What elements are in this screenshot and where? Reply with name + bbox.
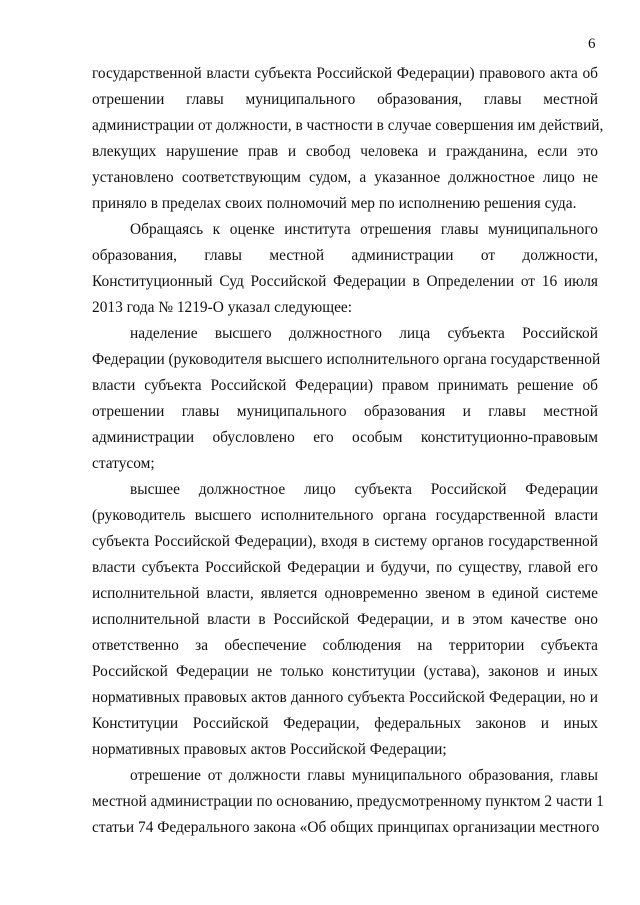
text-line: (руководитель высшего исполнительного органа государственной власти — [92, 507, 598, 524]
text-line: власти субъекта Российской Федерации) правом принимать решение об — [92, 377, 598, 394]
text-line: высшее должностное лицо субъекта Российской Федерации — [130, 481, 598, 498]
text-line: Обращаясь к оценке института отрешения главы муниципального — [130, 221, 598, 238]
text-line: влекущих нарушение прав и свобод человека и гражданина, если это — [92, 143, 598, 160]
text-line: Конституции Российской Федерации, федеральных законов и иных — [92, 715, 598, 732]
text-line: ответственно за обеспечение соблюдения на территории субъекта — [92, 637, 598, 654]
text-line: нормативных правовых актов Российской Федерации; — [92, 741, 447, 758]
paragraph — [92, 217, 598, 321]
text-line: исполнительной власти, является одновременно звеном в единой системе — [92, 585, 598, 602]
text-line: администрации от должности, в частности в случае совершения им действий, — [92, 117, 604, 134]
text-line: Российской Федерации не только конституции (устава), законов и иных — [92, 663, 598, 680]
page-number: 6 — [588, 36, 596, 52]
text-line: образования, главы местной администрации от должности, — [92, 247, 598, 264]
text-line: отрешении главы муниципального образования и главы местной — [92, 403, 598, 420]
text-line: установлено соответствующим судом, а указанное должностное лицо не — [92, 169, 598, 186]
text-line: нормативных правовых актов данного субъекта Российской Федерации, но и — [92, 689, 598, 706]
text-line: приняло в пределах своих полномочий мер по исполнению решения суда. — [92, 195, 577, 212]
text-line: отрешение от должности главы муниципального образования, главы — [130, 767, 598, 784]
text-line: Федерации (руководителя высшего исполнительного органа государственной — [92, 351, 601, 368]
text-line: субъекта Российской Федерации), входя в систему органов государственной — [92, 533, 598, 550]
paragraph — [92, 321, 601, 477]
text-line: государственной власти субъекта Российской Федерации) правового акта об — [92, 65, 598, 82]
text-line: Конституционный Суд Российской Федерации в Определении от 16 июля — [92, 273, 598, 290]
text-line: исполнительной власти в Российской Федерации, и в этом качестве оно — [92, 611, 598, 628]
paragraph — [92, 61, 604, 217]
paragraph — [92, 477, 598, 763]
document-body — [92, 61, 604, 841]
text-line: статусом; — [92, 455, 155, 472]
text-line: местной администрации по основанию, предусмотренному пунктом 2 части 1 — [92, 793, 604, 810]
text-line: власти субъекта Российской Федерации и будучи, по существу, главой его — [92, 559, 598, 576]
text-line: 2013 года № 1219-О указал следующее: — [92, 299, 353, 316]
text-line: наделение высшего должностного лица субъекта Российской — [130, 325, 598, 342]
paragraph — [92, 763, 604, 841]
text-line: отрешении главы муниципального образования, главы местной — [92, 91, 598, 108]
text-line: статьи 74 Федерального закона «Об общих принципах организации местного — [92, 819, 600, 836]
text-line: администрации обусловлено его особым конституционно-правовым — [92, 429, 598, 446]
